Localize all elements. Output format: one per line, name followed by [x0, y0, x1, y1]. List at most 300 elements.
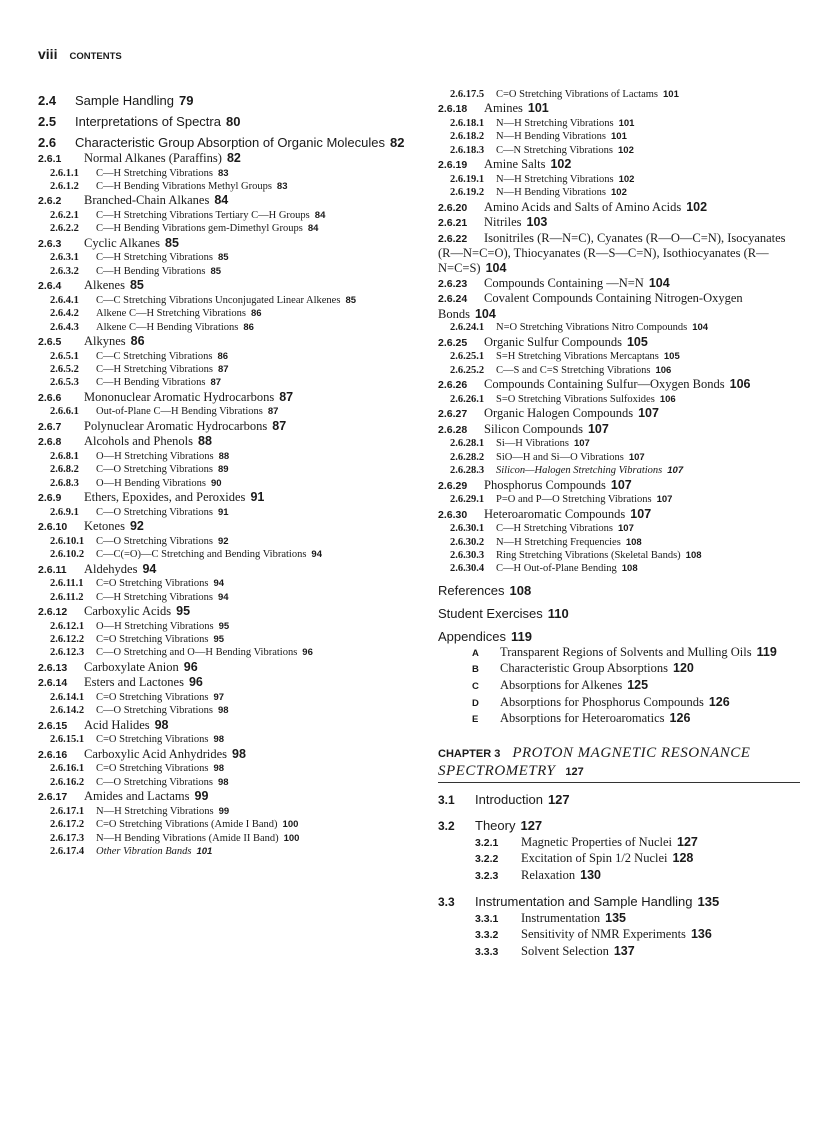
- toc-entry-page: 92: [218, 535, 229, 547]
- toc-entry-title: Ketones: [84, 519, 125, 534]
- toc-entry-page: 135: [605, 910, 627, 925]
- toc-entry-page: 104: [485, 261, 507, 275]
- toc-entry-title: References: [438, 582, 505, 598]
- toc-entry-number: 2.6.23: [438, 277, 468, 290]
- toc-entry: [438, 893, 800, 911]
- toc-entry-number: B: [472, 664, 479, 676]
- toc-entry-page: 96: [302, 647, 313, 659]
- toc-entry-title: Alkene C—H Stretching Vibrations: [96, 308, 246, 320]
- toc-entry-page: 127: [520, 817, 543, 833]
- toc-entry: [438, 200, 800, 216]
- toc-entry-number: 2.6.17.2: [50, 819, 85, 831]
- toc-entry: [38, 307, 430, 320]
- toc-entry-number: 2.6.28: [438, 423, 468, 436]
- toc-entry-title: Out-of-Plane C—H Bending Vibrations: [96, 406, 263, 418]
- toc-entry-title: N—H Bending Vibrations (Amide II Band): [96, 832, 279, 844]
- toc-entry-title: Organic Sulfur Compounds: [484, 334, 622, 349]
- toc-entry-number: 2.6.2: [38, 195, 62, 208]
- toc-entry-page: 86: [250, 308, 262, 320]
- toc-entry-title: N—H Bending Vibrations: [496, 131, 607, 143]
- toc-entry-page: 87: [218, 364, 229, 376]
- toc-entry-page: 107: [667, 465, 684, 477]
- page-title: CONTENTS: [69, 51, 122, 62]
- toc-entry-title: C=O Stretching Vibrations: [96, 634, 209, 646]
- toc-entry-page: 101: [611, 131, 627, 143]
- toc-entry: [38, 477, 430, 490]
- toc-entry-page: 106: [729, 377, 751, 392]
- toc-entry-number: 2.6.17.5: [450, 89, 485, 100]
- toc-entry-page: 88: [198, 434, 212, 449]
- toc-entry: [438, 835, 800, 852]
- toc-entry-page: 89: [218, 464, 229, 476]
- toc-entry-number: 2.6.25.1: [450, 351, 485, 363]
- toc-entry-title: Characteristic Group Absorption of Organic Molecules: [75, 135, 385, 150]
- toc-entry: [38, 789, 430, 805]
- toc-entry-title: C—O Stretching Vibrations: [96, 535, 214, 547]
- toc-entry: [38, 236, 430, 252]
- toc-entry-page: 96: [183, 659, 198, 674]
- toc-entry: [38, 135, 430, 151]
- toc-entry-number: 2.6.8: [38, 436, 62, 449]
- toc-entry-page: 128: [672, 851, 694, 866]
- toc-entry: [438, 117, 800, 130]
- toc-entry-page: 127: [547, 791, 570, 807]
- toc-entry-number: 2.6.1.1: [50, 167, 79, 179]
- toc-entry-page: 84: [307, 223, 319, 235]
- toc-entry: [38, 193, 430, 209]
- toc-entry-page: 85: [129, 278, 144, 293]
- toc-entry-title: Student Exercises: [438, 605, 543, 621]
- toc-entry-title: N—H Bending Vibrations: [496, 187, 607, 199]
- toc-entry-title: C=O Stretching Vibrations: [96, 578, 209, 590]
- toc-entry-number: 2.6.18.3: [450, 144, 485, 156]
- toc-entry-number: 2.6.24.1: [450, 322, 485, 334]
- toc-entry-title: Sensitivity of NMR Experiments: [521, 927, 686, 942]
- toc-entry-number: 2.6.16.2: [50, 776, 85, 788]
- toc-entry: [438, 173, 800, 186]
- toc-entry-number: 2.6.30.3: [450, 550, 485, 561]
- toc-entry: [38, 321, 430, 334]
- toc-entry-number: 2.6.17: [38, 791, 68, 804]
- toc-entry-page: 102: [618, 144, 634, 156]
- toc-entry-page: 85: [345, 294, 357, 306]
- toc-entry-page: 85: [210, 265, 222, 277]
- toc-entry-page: 101: [663, 89, 679, 100]
- toc-entry-page: 88: [218, 451, 230, 463]
- toc-entry-number: 2.6.27: [438, 408, 468, 421]
- toc-entry: [38, 151, 430, 167]
- toc-entry-page: 95: [213, 634, 225, 646]
- toc-entry-number: 2.6.11.1: [50, 578, 84, 590]
- toc-entry-number: 2.6.28.3: [450, 465, 485, 477]
- toc-entry: [38, 405, 430, 418]
- toc-entry: [438, 88, 800, 101]
- toc-entry-number: 2.6.26.1: [450, 393, 485, 405]
- toc-entry: [38, 818, 430, 831]
- toc-entry-title: Absorptions for Alkenes: [500, 678, 623, 692]
- toc-entry-number: 2.6.19: [438, 159, 468, 172]
- toc-entry-number: 2.6.11.2: [50, 591, 84, 603]
- toc-entry-title: Appendices: [438, 628, 506, 644]
- toc-entry: [38, 180, 430, 193]
- toc-entry-title: C—H Out-of-Plane Bending: [496, 563, 617, 575]
- toc-entry-number: 2.6.8.2: [50, 464, 79, 476]
- toc-entry: [38, 278, 430, 294]
- toc-entry: [38, 450, 430, 463]
- toc-entry-page: 87: [272, 418, 287, 433]
- toc-entry: [38, 222, 430, 235]
- toc-entry-page: 99: [218, 805, 230, 817]
- toc-entry-number: 2.6.4: [38, 280, 62, 293]
- toc-entry-number: 3.3.3: [475, 945, 499, 958]
- toc-entry-page: 94: [213, 578, 225, 590]
- toc-entry-title: Absorptions for Heteroaromatics: [500, 711, 665, 726]
- toc-entry: [438, 393, 800, 406]
- toc-entry-number: 2.6.5: [38, 336, 62, 349]
- toc-entry-title: Aldehydes: [84, 561, 138, 576]
- toc-entry: [438, 377, 800, 393]
- toc-entry: [438, 335, 800, 351]
- toc-entry-title: Covalent Compounds Containing Nitrogen-Oxygen Bonds: [438, 291, 743, 321]
- toc-entry-number: 2.6.1.2: [50, 181, 79, 192]
- toc-entry: [438, 582, 800, 599]
- toc-entry: [38, 704, 430, 717]
- toc-entry-page: 108: [685, 550, 702, 561]
- toc-entry-page: 98: [218, 776, 229, 788]
- toc-entry-title: Instrumentation and Sample Handling: [475, 893, 693, 909]
- toc-entry-title: N=O Stretching Vibrations Nitro Compounds: [496, 322, 688, 334]
- toc-entry-title: C=O Stretching Vibrations (Amide I Band): [96, 819, 278, 831]
- toc-entry-number: 2.6.19.2: [450, 187, 485, 199]
- toc-entry-title: C=O Stretching Vibrations of Lactams: [496, 89, 658, 100]
- toc-entry-number: 2.6.28.2: [450, 451, 485, 463]
- toc-entry: [438, 678, 800, 695]
- toc-entry: [38, 209, 430, 222]
- toc-entry: [38, 718, 430, 734]
- toc-entry-page: 119: [756, 644, 777, 659]
- toc-entry-title: C—H Stretching Vibrations: [96, 591, 214, 603]
- toc-entry: [38, 604, 430, 620]
- toc-entry-title: C—H Bending Vibrations: [96, 265, 206, 277]
- toc-entry: [38, 577, 430, 590]
- toc-entry-title: C—H Bending Vibrations Methyl Groups: [96, 181, 272, 192]
- toc-entry: [38, 548, 430, 561]
- toc-entry-title: C—H Stretching Vibrations: [496, 523, 614, 535]
- toc-entry-number: 2.6.12.1: [50, 620, 85, 632]
- toc-entry: [38, 506, 430, 519]
- toc-entry-title: Alcohols and Phenols: [84, 434, 194, 449]
- toc-entry-number: 3.2: [438, 818, 455, 833]
- toc-entry-page: 86: [130, 334, 145, 349]
- toc-entry-title: C—O Stretching Vibrations: [96, 506, 214, 518]
- toc-entry: [438, 276, 800, 292]
- toc-entry-number: 2.6.9.1: [50, 506, 79, 518]
- toc-entry-title: C—H Bending Vibrations gem-Dimethyl Groups: [96, 223, 303, 235]
- toc-right-column: [438, 88, 800, 960]
- toc-entry-number: 2.6.6: [38, 391, 62, 404]
- toc-entry-page: 126: [669, 711, 691, 726]
- toc-entry-page: 92: [129, 519, 144, 534]
- toc-entry-page: 94: [218, 591, 229, 603]
- toc-entry: [38, 805, 430, 818]
- toc-entry-title: S=H Stretching Vibrations Mercaptans: [496, 351, 659, 363]
- toc-entry-title: Heteroaromatic Compounds: [484, 506, 626, 521]
- toc-entry-number: 2.6.18.2: [450, 131, 485, 143]
- toc-entry-page: 104: [648, 275, 670, 290]
- toc-entry-page: 84: [214, 193, 229, 208]
- toc-entry-page: 135: [697, 893, 720, 909]
- toc-entry-page: 91: [250, 490, 265, 505]
- toc-entry: [38, 776, 430, 789]
- toc-entry-title: Carboxylate Anion: [84, 659, 179, 674]
- toc-entry-page: 99: [194, 789, 209, 804]
- toc-entry-title: Organic Halogen Compounds: [484, 406, 634, 421]
- toc-entry-title: O—H Bending Vibrations: [96, 477, 207, 489]
- toc-entry-page: 102: [618, 173, 635, 185]
- toc-entry-title: C=O Stretching Vibrations: [96, 763, 209, 775]
- toc-entry-title: Instrumentation: [521, 910, 601, 925]
- toc-entry: [38, 114, 430, 130]
- toc-entry-number: 3.3.1: [475, 912, 499, 925]
- toc-entry-title: Theory: [475, 817, 516, 833]
- toc-entry-title: Compounds Containing —N=N: [484, 275, 644, 290]
- toc-entry-page: 136: [690, 927, 712, 942]
- toc-entry: [438, 927, 800, 944]
- toc-entry: [438, 711, 800, 728]
- toc-entry-number: 2.6.14.1: [50, 692, 85, 704]
- toc-entry: [438, 817, 800, 835]
- toc-entry-title: C—C Stretching Vibrations Unconjugated Linear Alkenes: [96, 294, 341, 306]
- chapter-title: PROTON MAGNETIC RESONANCE SPECTROMETRY: [438, 744, 751, 779]
- toc-entry-title: Mononuclear Aromatic Hydrocarbons: [84, 389, 275, 404]
- toc-entry: [38, 691, 430, 704]
- toc-entry-page: 101: [618, 118, 635, 129]
- toc-entry: [38, 434, 430, 450]
- toc-entry-title: Interpretations of Spectra: [75, 114, 221, 129]
- toc-entry-page: 85: [165, 235, 179, 250]
- toc-entry-title: C—O Stretching Vibrations: [96, 776, 214, 788]
- toc-entry-number: 2.6.30.1: [450, 523, 485, 535]
- toc-entry-page: 137: [613, 943, 635, 958]
- toc-entry-page: 96: [188, 675, 203, 690]
- toc-entry: [38, 646, 430, 659]
- toc-entry-page: 85: [218, 252, 229, 264]
- toc-entry-number: 2.6.13: [38, 661, 68, 674]
- toc-entry-number: 2.5: [38, 114, 57, 129]
- toc-entry: [438, 661, 800, 678]
- toc-entry-number: 2.6.12.2: [50, 634, 85, 646]
- toc-entry-page: 100: [283, 832, 300, 844]
- toc-entry-page: 107: [630, 506, 652, 521]
- toc-entry-title: Amine Salts: [484, 157, 546, 172]
- toc-entry: [438, 186, 800, 199]
- toc-entry: [38, 747, 430, 763]
- toc-entry-page: 107: [610, 477, 632, 492]
- toc-entry-title: C—H Stretching Vibrations: [96, 252, 214, 264]
- toc-entry-title: Introduction: [475, 791, 543, 807]
- toc-entry-page: 83: [276, 181, 288, 192]
- toc-entry: [438, 144, 800, 157]
- toc-entry-title: Carboxylic Acids: [84, 604, 172, 619]
- toc-entry: [438, 493, 800, 506]
- toc-entry-title: Alkenes: [84, 278, 125, 293]
- toc-entry-page: 98: [232, 746, 246, 761]
- toc-entry: [38, 363, 430, 376]
- toc-entry: [438, 364, 800, 377]
- toc-entry-title: SiO—H and Si—O Vibrations: [496, 451, 624, 463]
- toc-entry: [38, 591, 430, 604]
- toc-entry-number: 2.6.14: [38, 677, 68, 690]
- toc-entry-number: 2.6.18.1: [450, 118, 485, 129]
- toc-entry-number: 2.6.4.3: [50, 321, 79, 333]
- toc-entry-page: 102: [550, 157, 572, 172]
- toc-entry: [438, 605, 800, 622]
- toc-entry-title: N—H Stretching Vibrations: [496, 173, 614, 185]
- toc-entry-number: 2.6.15.1: [50, 734, 85, 746]
- toc-entry-title: N—H Stretching Vibrations: [96, 805, 214, 817]
- toc-left-column: [38, 88, 430, 859]
- toc-entry: [38, 265, 430, 278]
- toc-entry-page: 98: [213, 734, 225, 746]
- toc-entry-page: 94: [142, 561, 157, 576]
- toc-entry-title: Si—H Vibrations: [496, 438, 569, 450]
- chapter-heading: [438, 744, 800, 783]
- toc-entry-number: 2.6.1: [38, 153, 62, 165]
- toc-entry-title: Amides and Lactams: [84, 789, 190, 804]
- toc-entry: [438, 130, 800, 143]
- toc-entry-number: D: [472, 697, 479, 709]
- toc-entry-page: 79: [179, 93, 194, 108]
- toc-entry-title: C—H Stretching Vibrations: [96, 364, 214, 376]
- toc-entry-page: 87: [279, 389, 294, 404]
- toc-entry: [438, 536, 800, 549]
- toc-entry-title: S=O Stretching Vibrations Sulfoxides: [496, 393, 655, 405]
- toc-entry-page: 82: [389, 135, 405, 150]
- toc-entry-number: C: [472, 681, 479, 692]
- toc-entry: [438, 422, 800, 438]
- toc-entry-number: 2.6.3.1: [50, 252, 79, 264]
- toc-entry-title: Solvent Selection: [521, 943, 609, 958]
- toc-entry-number: 2.6.29: [438, 479, 468, 492]
- toc-entry-number: 2.6.8.3: [50, 477, 79, 489]
- toc-entry-title: Carboxylic Acid Anhydrides: [84, 746, 228, 761]
- toc-entry: [38, 334, 430, 350]
- toc-entry-page: 95: [218, 620, 230, 632]
- toc-entry-number: 2.6.10.2: [50, 549, 85, 561]
- toc-entry: [438, 451, 800, 464]
- toc-entry-title: Ethers, Epoxides, and Peroxides: [84, 490, 246, 505]
- toc-entry-number: 2.6.4.2: [50, 308, 79, 320]
- toc-entry-page: 101: [196, 846, 213, 858]
- toc-entry: [38, 675, 430, 691]
- toc-entry-number: 2.6.7: [38, 420, 62, 433]
- toc-entry-number: 2.6.3: [38, 237, 62, 250]
- toc-entry-page: 101: [527, 101, 549, 116]
- toc-entry-page: 90: [211, 477, 222, 489]
- toc-entry-title: P=O and P—O Stretching Vibrations: [496, 494, 652, 506]
- toc-entry: [438, 406, 800, 422]
- toc-entry-number: 2.6.18: [438, 103, 468, 116]
- toc-entry-number: 2.6.5.3: [50, 377, 79, 389]
- toc-entry-title: Isonitriles (R—N=C), Cyanates (R—O—C=N), Isocyanates (R—N=C=O), Thiocyanates (R—S—C=N), Isothiocyanates (R—N=C=S): [438, 230, 786, 275]
- toc-entry: [438, 507, 800, 523]
- toc-entry-title: Branched-Chain Alkanes: [84, 193, 210, 208]
- page-number: viii: [38, 46, 58, 62]
- chapter-page: 127: [565, 765, 584, 778]
- toc-entry: [38, 251, 430, 264]
- toc-entry-title: Excitation of Spin 1/2 Nuclei: [521, 851, 668, 866]
- toc-entry-number: 2.6.14.2: [50, 705, 85, 717]
- toc-entry-page: 106: [655, 364, 672, 376]
- toc-entry-number: E: [472, 714, 479, 726]
- toc-entry-page: 108: [509, 582, 532, 598]
- toc-entry-title: C=O Stretching Vibrations: [96, 734, 209, 746]
- toc-entry-title: Polynuclear Aromatic Hydrocarbons: [84, 418, 268, 433]
- toc-entry-number: 2.6.12: [38, 606, 68, 619]
- toc-entry-page: 107: [587, 421, 609, 436]
- toc-entry-title: Sample Handling: [75, 93, 175, 108]
- toc-entry-title: Magnetic Properties of Nuclei: [521, 834, 672, 849]
- toc-entry: [38, 390, 430, 406]
- toc-entry-number: 2.6.25.2: [450, 364, 485, 376]
- toc-entry-page: 83: [218, 167, 229, 179]
- toc-entry-title: Amino Acids and Salts of Amino Acids: [484, 199, 682, 214]
- toc-entry: [38, 733, 430, 746]
- toc-entry: [38, 376, 430, 389]
- toc-entry: [38, 463, 430, 476]
- toc-entry-title: Transparent Regions of Solvents and Mulling Oils: [500, 644, 752, 659]
- toc-entry-title: O—H Stretching Vibrations: [96, 451, 214, 463]
- toc-entry-title: C—N Stretching Vibrations: [496, 144, 614, 156]
- toc-entry-title: C—S and C=S Stretching Vibrations: [496, 364, 651, 376]
- toc-entry: [438, 851, 800, 868]
- toc-entry-number: 2.6.24: [438, 293, 468, 306]
- toc-entry-page: 108: [625, 536, 642, 548]
- toc-entry-page: 97: [213, 692, 225, 704]
- toc-entry-page: 108: [621, 563, 638, 575]
- toc-entry-title: Absorptions for Phosphorus Compounds: [500, 694, 704, 709]
- toc-entry-title: Esters and Lactones: [84, 675, 184, 690]
- toc-entry-title: Cyclic Alkanes: [84, 235, 161, 250]
- toc-entry-number: 2.6.3.2: [50, 265, 79, 277]
- toc-entry: [438, 437, 800, 450]
- toc-entry-page: 87: [210, 377, 222, 389]
- toc-entry-page: 104: [474, 306, 496, 321]
- toc-entry-title: Silicon—Halogen Stretching Vibrations: [496, 465, 663, 477]
- toc-entry: [438, 101, 800, 117]
- toc-entry-page: 98: [154, 717, 169, 732]
- toc-entry: [38, 620, 430, 633]
- toc-entry-number: 3.2.2: [475, 853, 499, 866]
- toc-entry-number: 2.6.5.2: [50, 364, 79, 376]
- toc-entry: [438, 522, 800, 535]
- toc-entry-number: 2.6.17.3: [50, 832, 85, 844]
- toc-entry-title: N—H Stretching Vibrations: [496, 118, 614, 129]
- toc-entry-title: Alkene C—H Bending Vibrations: [96, 321, 239, 333]
- toc-entry-title: C—H Bending Vibrations: [96, 377, 206, 389]
- toc-entry: [438, 215, 800, 231]
- toc-entry-title: Ring Stretching Vibrations (Skeletal Bands): [496, 550, 681, 561]
- toc-entry-title: Compounds Containing Sulfur—Oxygen Bonds: [484, 377, 725, 392]
- toc-entry-number: 3.2.3: [475, 869, 499, 882]
- toc-entry-page: 107: [638, 406, 659, 421]
- toc-entry-title: Relaxation: [521, 867, 576, 882]
- chapter-entries: [438, 791, 800, 961]
- running-header: [38, 46, 122, 64]
- toc-entry-number: 2.6: [38, 135, 57, 150]
- toc-entry-number: 2.6.30.4: [450, 563, 485, 575]
- toc-entry: [38, 93, 430, 109]
